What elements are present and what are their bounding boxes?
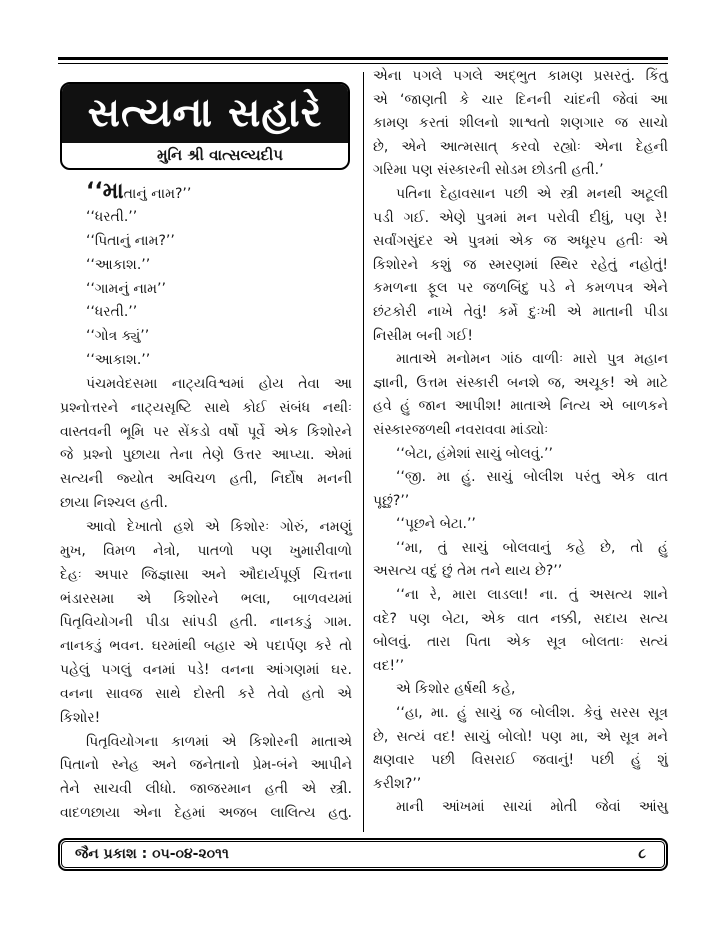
text-line: હવે હું જાન આપીશ! માતાએ નિત્ય એ બાળકને [373,398,668,415]
text-line: પહેલું પગલું વનમાં પડે! વનના આંગણમાં ઘર. [60,662,352,679]
text-line: દેહઃ અપાર જિજ્ઞાસા અને ઔદાર્યપૂર્ણ ચિત્તના [60,566,352,583]
text-line: ‘‘ના રે, મારા લાડલા! ના. તું અસત્ય શાને [396,587,668,604]
text-line: કરીશ?’’ [373,775,422,792]
text-line: જે પ્રશ્નો પુછાયા તેના તેણે ઉત્તર આપ્યા. એમાં [60,447,352,464]
text-line: વદ!’’ [373,657,405,674]
text-line: છંટકોરી નાખે તેવું! કર્મે દુઃખી એ માતાની પીડા [373,303,668,320]
text-line: સત્યની જ્યોત અવિચળ હતી, નિર્દોષ મનની [60,471,352,488]
text-line: કામણ કરતાં શીલનો શાશ્વતો શણગાર જ સાચો [373,115,668,132]
text-line: ગરિમા પણ સંસ્કારની સોડમ છોડતી હતી.’ [373,162,604,179]
article-title-box [60,82,350,170]
article-title: સત્યના સહારે [62,84,348,143]
article-author: મુનિ શ્રી વાત્સલ્યદીપ [156,146,284,164]
text-line: વાદળછાયા એના દેહમાં અજબ લાલિત્ય હતુ. [60,805,352,822]
text-line: ‘‘મા, તું સાચું બોલવાનું કહે છે, તો હું [396,539,668,556]
column-divider [363,72,364,832]
page-number: ૮ [638,846,646,862]
text-line: છાયા નિશ્ચલ હતી. [60,495,168,512]
page-footer [58,838,668,871]
text-line: એ કિશોર હર્ષથી કહે, [396,681,516,698]
text-line: ‘‘પૂછને બેટા.’’ [396,516,476,533]
text-line: અસત્ય વદું છું તેમ તને થાય છે?’’ [373,563,563,580]
text-line: એના પગલે પગલે અદ્ભુત કામણ પ્રસરતું. કિંતુ [373,68,668,84]
text-line: ‘‘ધરતી.’’ [86,209,138,225]
text-line: સંસ્કારજળથી નવરાવવા માંડ્યોઃ [373,421,549,438]
text-line: ‘‘ગામનું નામ’’ [86,280,166,297]
text-line: છે, સત્યં વદ! સાચું બોલો! પણ મા, એ સૂત્ર મને [373,728,668,745]
text-line: મુખ, વિમળ નેત્રો, પાતળો પણ ખુમારીવાળો [60,542,352,559]
text-line: માની આંખમાં સાચાં મોતી જેવાં આંસુ [396,799,668,816]
text-line: કમળના ફૂલ પર જળબિંદુ પડે ને કમળપત્ર એને [373,280,668,297]
text-line: ‘‘જી. મા હું. સાચું બોલીશ પરંતુ એક વાત [396,469,668,486]
text-line: કિશોરને કશું જ સ્મરણમાં સ્થિર રહેતું નહોતું! [373,256,668,273]
text-line: પિતૃવિયોગની પીડા સાંપડી હતી. નાનકડું ગામ. [60,614,352,631]
text-line: ભંડારસમા એ કિશોરને ભલા, બાળવયમાં [60,590,352,607]
right-column [373,65,668,820]
text-line: પિતાનો સ્નેહ અને જનેતાનો પ્રેમ-બંને આપીને [60,757,352,774]
text-line: પંચમવેદસમા નાટ્યવિશ્વમાં હોય તેવા આ [86,375,352,392]
text-line: ક્ષણવાર પછી વિસરાઈ જવાનું! પછી હું શું [373,752,668,769]
top-rule-thin [58,63,668,64]
text-line: ‘‘હા, મા. હું સાચું જ બોલીશ. કેવું સરસ સૂત્ર [396,705,668,722]
text-line: ‘‘બેટા, હંમેશાં સાચું બોલવું.’’ [396,445,553,462]
text-line: આવો દેખાતો હશે એ કિશોરઃ ગોરું, નમણું [86,518,352,535]
publication-date: જૈન પ્રકાશ : ૦૫-૦૪-૨૦૧૧ [75,846,229,862]
text-line: પડી ગઈ. એણે પુત્રમાં મન પરોવી દીધું, પણ રે! [373,209,668,226]
text-line: વાસ્તવની ભૂમિ પર સેંકડો વર્ષો પૂર્વે એક કિશોરને [60,423,352,440]
text-line: કિશોર! [60,709,101,726]
text-line: છે, એને આત્મસાત્ કરવો રહ્યોઃ એના દેહની [373,138,668,155]
text-line: ‘‘પિતાનું નામ?’’ [86,232,175,249]
text-line: પિતૃવિયોગના કાળમાં એ કિશોરની માતાએ [86,733,352,750]
text-line: ‘‘આકાશ.’’ [86,352,151,369]
drop-cap: ‘‘મા [86,179,124,204]
text-line: ‘‘આકાશ.’’ [86,256,151,273]
text-line: ‘‘ધરતી.’’ [86,304,138,321]
text-line: પ્રશ્નોત્તરને નાટ્યસૃષ્ટિ સાથે કોઈ સંબંધ નથીઃ [60,399,352,416]
text-line: વદે? પણ બેટા, એક વાત નક્કી, સદાય સત્ય [373,610,668,627]
text-line: પૂછું?’’ [373,492,410,509]
top-rule-thick [58,57,668,60]
text-line: માતાએ મનોમન ગાંઠ વાળીઃ મારો પુત્ર મહાન [396,351,668,368]
text-line: ‘‘ગોત્ર ક્યું’’ [86,328,150,345]
text-line: જ્ઞાની, ઉત્તમ સંસ્કારી બનશે જ, અચૂક! એ માટે [373,374,668,391]
opening-line [60,177,352,206]
opening-text: તાનું નામ?’’ [123,186,192,202]
text-line: વનના સાવજ સાથે દોસ્તી કરે તેવો હતો એ [60,685,352,702]
text-line: નિસીમ બની ગઈ! [373,327,474,344]
left-column [60,177,352,826]
text-line: તેને સાચવી લીધો. જાજરમાન હતી એ સ્ત્રી. [60,781,352,798]
text-line: સર્વાંગસુંદર એ પુત્રમાં એક જ અધૂરપ હતીઃ એ [373,233,668,250]
text-line: નાનકડું ભવન. ઘરમાંથી બહાર એ પદાર્પણ કરે તો [60,638,352,655]
text-line: બોલવું. તારા પિતા એક સૂત્ર બોલતાઃ સત્યં [373,634,668,651]
text-line: એ ‘જાણતી કે ચાર દિનની ચાંદની જેવાં આ [373,91,668,108]
text-line: પતિના દેહાવસાન પછી એ સ્ત્રી મનથી અટૂલી [396,185,668,202]
